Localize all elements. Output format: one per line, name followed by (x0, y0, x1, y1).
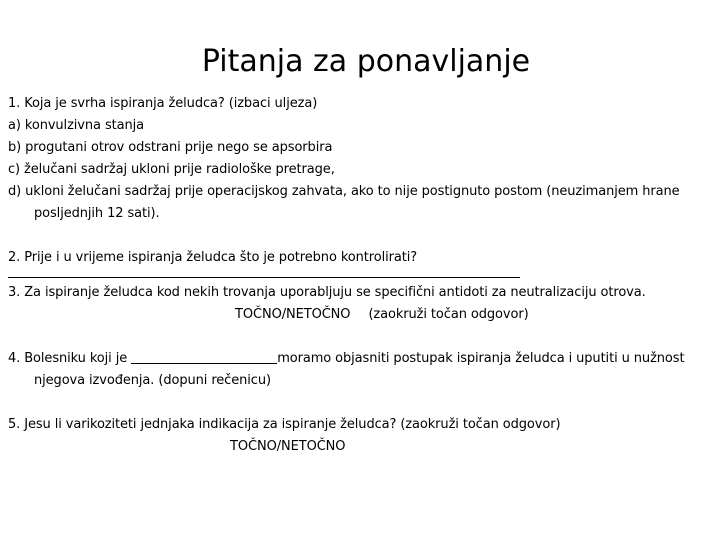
question-1: 1. Koja je svrha ispiranja želudca? (izbaci uljeza) (8, 96, 318, 111)
true-false-answer: TOČNO/NETOČNO (235, 307, 351, 322)
question-list (8, 93, 708, 458)
option-a: a) konvulzivna stanja (8, 118, 144, 133)
question-4-prefix: 4. Bolesniku koji je (8, 351, 128, 366)
option-b: b) progutani otrov odstrani prije nego se apsorbira (8, 140, 333, 155)
slide-title: Pitanja za ponavljanje (201, 44, 531, 79)
question-5-answer: TOČNO/NETOČNO (230, 439, 346, 454)
question-4-continuation: njegova izvođenja. (dopuni rečenicu) (34, 373, 271, 388)
fill-in-blank (131, 349, 277, 364)
option-d-continuation: posljednjih 12 sati). (34, 206, 160, 221)
question-4 (8, 348, 708, 370)
answer-line (8, 277, 520, 278)
option-c: c) želučani sadržaj ukloni prije radiološke pretrage, (8, 162, 335, 177)
question-2: 2. Prije i u vrijeme ispiranja želudca što je potrebno kontrolirati? (8, 250, 418, 265)
question-3-answer-row (8, 304, 708, 326)
option-d: d) ukloni želučani sadržaj prije operacijskog zahvata, ako to nije postignuto postom (neuzimanjem hrane (8, 184, 680, 199)
question-4-suffix: moramo objasniti postupak ispiranja želudca i uputiti u nužnost (277, 351, 685, 366)
question-3: 3. Za ispiranje želudca kod nekih trovanja uporabljuju se specifični antidoti za neutralizaciju otrova. (8, 285, 646, 300)
answer-hint: (zaokruži točan odgovor) (368, 307, 529, 322)
question-5: 5. Jesu li varikoziteti jednjaka indikacija za ispiranje želudca? (zaokruži točan odgovor) (8, 417, 561, 432)
